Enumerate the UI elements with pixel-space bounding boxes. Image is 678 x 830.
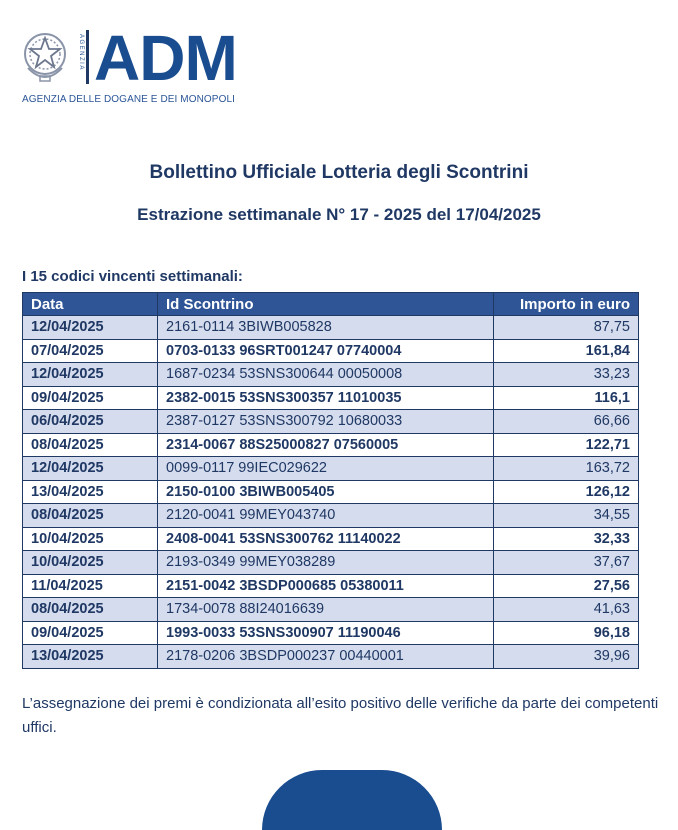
- row-id: 0703-0133 96SRT001247 07740004: [158, 339, 494, 363]
- table-row: [23, 339, 639, 363]
- row-date: 10/04/2025: [23, 527, 158, 551]
- row-id: 1687-0234 53SNS300644 00050008: [158, 363, 494, 387]
- row-id: 0099-0117 99IEC029622: [158, 457, 494, 481]
- row-id: 2193-0349 99MEY038289: [158, 551, 494, 575]
- row-amount: 116,1: [494, 386, 639, 410]
- row-date: 07/04/2025: [23, 339, 158, 363]
- table-row: [23, 645, 639, 669]
- table-row: [23, 621, 639, 645]
- table-row: [23, 457, 639, 481]
- row-id: 2314-0067 88S25000827 07560005: [158, 433, 494, 457]
- table-row: [23, 480, 639, 504]
- row-date: 12/04/2025: [23, 316, 158, 340]
- draw-subtitle: Estrazione settimanale N° 17 - 2025 del 17/04/2025: [137, 205, 541, 224]
- row-id: 2382-0015 53SNS300357 11010035: [158, 386, 494, 410]
- row-date: 12/04/2025: [23, 363, 158, 387]
- agenzia-vertical-text: [73, 30, 83, 84]
- row-date: 08/04/2025: [23, 504, 158, 528]
- row-date: 13/04/2025: [23, 480, 158, 504]
- decorative-arc: [262, 770, 442, 830]
- column-header-id: Id Scontrino: [158, 293, 494, 316]
- row-amount: 27,56: [494, 574, 639, 598]
- winning-codes-label: I 15 codici vincenti settimanali:: [22, 268, 243, 285]
- italian-emblem-icon: [22, 28, 68, 88]
- table-row: [23, 551, 639, 575]
- row-id: 2161-0114 3BIWB005828: [158, 316, 494, 340]
- row-date: 08/04/2025: [23, 598, 158, 622]
- row-id: 2178-0206 3BSDP000237 00440001: [158, 645, 494, 669]
- row-amount: 96,18: [494, 621, 639, 645]
- row-date: 09/04/2025: [23, 386, 158, 410]
- table-row: [23, 527, 639, 551]
- row-date: 13/04/2025: [23, 645, 158, 669]
- table-header-row: [23, 293, 639, 316]
- row-amount: 32,33: [494, 527, 639, 551]
- row-id: 2120-0041 99MEY043740: [158, 504, 494, 528]
- agency-name: AGENZIA DELLE DOGANE E DEI MONOPOLI: [22, 94, 235, 105]
- bulletin-title: Bollettino Ufficiale Lotteria degli Scontrini: [149, 162, 529, 183]
- row-amount: 39,96: [494, 645, 639, 669]
- row-amount: 34,55: [494, 504, 639, 528]
- row-id: 2150-0100 3BIWB005405: [158, 480, 494, 504]
- row-amount: 126,12: [494, 480, 639, 504]
- row-date: 11/04/2025: [23, 574, 158, 598]
- row-id: 1734-0078 88I24016639: [158, 598, 494, 622]
- table-row: [23, 433, 639, 457]
- row-amount: 41,63: [494, 598, 639, 622]
- row-date: 10/04/2025: [23, 551, 158, 575]
- row-id: 2408-0041 53SNS300762 11140022: [158, 527, 494, 551]
- row-date: 06/04/2025: [23, 410, 158, 434]
- table-row: [23, 363, 639, 387]
- adm-logo-text: ADM: [94, 22, 237, 94]
- row-amount: 87,75: [494, 316, 639, 340]
- table-row: [23, 386, 639, 410]
- logo-divider: [86, 30, 89, 84]
- prize-condition-note: L’assegnazione dei premi è condizionata all’esito positivo delle verifiche da parte dei competenti uffici.: [22, 695, 659, 736]
- table-row: [23, 598, 639, 622]
- row-amount: 33,23: [494, 363, 639, 387]
- row-amount: 163,72: [494, 457, 639, 481]
- column-header-date: Data: [23, 293, 158, 316]
- winning-codes-table: [22, 292, 639, 669]
- row-amount: 37,67: [494, 551, 639, 575]
- row-amount: 122,71: [494, 433, 639, 457]
- table-row: [23, 574, 639, 598]
- adm-header: [22, 22, 322, 108]
- row-date: 09/04/2025: [23, 621, 158, 645]
- row-amount: 161,84: [494, 339, 639, 363]
- svg-text:AGENZIA: AGENZIA: [78, 34, 84, 71]
- row-date: 08/04/2025: [23, 433, 158, 457]
- row-amount: 66,66: [494, 410, 639, 434]
- row-id: 2151-0042 3BSDP000685 05380011: [158, 574, 494, 598]
- table-row: [23, 504, 639, 528]
- row-id: 2387-0127 53SNS300792 10680033: [158, 410, 494, 434]
- table-row: [23, 410, 639, 434]
- column-header-amount: Importo in euro: [494, 293, 639, 316]
- row-date: 12/04/2025: [23, 457, 158, 481]
- row-id: 1993-0033 53SNS300907 11190046: [158, 621, 494, 645]
- table-row: [23, 316, 639, 340]
